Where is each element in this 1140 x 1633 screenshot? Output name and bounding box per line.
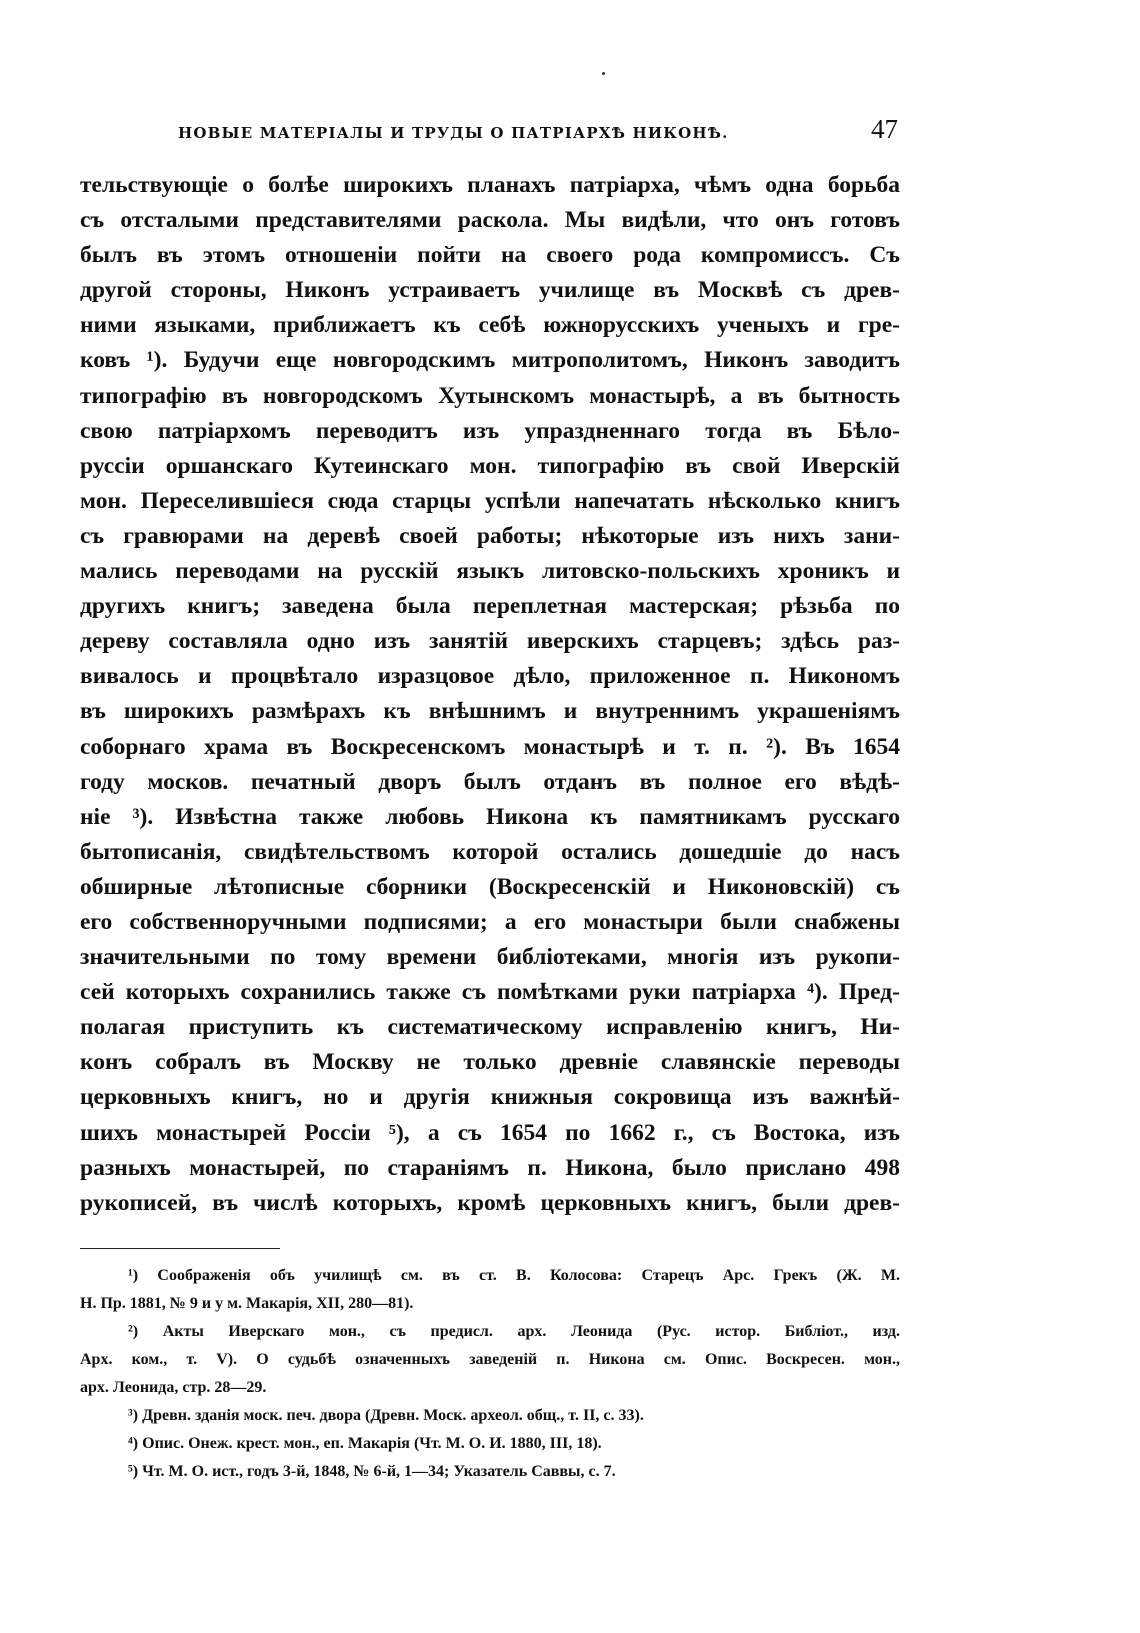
text-line: его собственноручными подписями; а его монастыри были снабжены <box>80 908 900 935</box>
footnote-line: ³) Древн. зданія моск. печ. двора (Древн. Моск. археол. общ., т. II, с. 33). <box>128 1407 644 1424</box>
text-line: руссіи оршанскаго Кутеинскаго мон. типографію въ свой Иверскій <box>80 452 900 479</box>
footnote-line: ⁵) Чт. М. О. ист., годъ 3-й, 1848, № 6-й, 1—34; Указатель Саввы, с. 7. <box>128 1463 616 1480</box>
text-line: ковъ ¹). Будучи еще новгородскимъ митрополитомъ, Никонъ заводитъ <box>80 347 900 374</box>
text-line: въ широкихъ размѣрахъ къ внѣшнимъ и внутреннимъ украшеніямъ <box>80 698 900 725</box>
text-line: свою патріархомъ переводитъ изъ упраздненнаго тогда въ Бѣло- <box>80 417 900 444</box>
footnote-line: Арх. ком., т. V). О судьбѣ означенныхъ заведеній п. Никона см. Опис. Воскресен. мон., <box>80 1351 900 1368</box>
page-header <box>178 114 898 150</box>
text-line: шихъ монастырей Россіи ⁵), а съ 1654 по 1662 г., съ Востока, изъ <box>80 1119 900 1146</box>
text-line: мались переводами на русскій языкъ литовско-польскихъ хроникъ и <box>80 558 900 585</box>
text-line: ніе ³). Извѣстна также любовь Никона къ памятникамъ русскаго <box>80 803 900 830</box>
text-line: былъ въ этомъ отношеніи пойти на своего рода компромиссъ. Съ <box>80 242 900 269</box>
text-line: церковныхъ книгъ, но и другія книжныя сокровища изъ важнѣй- <box>80 1084 900 1111</box>
text-line: году москов. печатный дворъ былъ отданъ въ полное его вѣдѣ- <box>80 768 900 795</box>
footnote-line: ²) Акты Иверскаго мон., съ предисл. арх. Леонида (Рус. истор. Библіот., изд. <box>128 1323 900 1340</box>
text-line: вивалось и процвѣтало изразцовое дѣло, приложенное п. Никономъ <box>80 663 900 690</box>
footnote-line: ¹) Соображенія объ училищѣ см. въ ст. В. Колосова: Старецъ Арс. Грекъ (Ж. М. <box>128 1267 900 1284</box>
text-line: типографію въ новгородскомъ Хутынскомъ монастырѣ, а въ бытность <box>80 382 900 409</box>
text-line: бытописанія, свидѣтельствомъ которой остались дошедшіе до насъ <box>80 838 900 865</box>
footnote-line: Н. Пр. 1881, № 9 и у м. Макарія, XII, 280—81). <box>80 1295 414 1312</box>
main-text <box>80 168 900 1221</box>
print-speck <box>602 72 605 75</box>
text-line: ними языками, приближаетъ къ себѣ южнорусскихъ ученыхъ и гре- <box>80 312 900 339</box>
text-line: съ гравюрами на деревѣ своей работы; нѣкоторые изъ нихъ зани- <box>80 522 900 549</box>
footnote-line: ⁴) Опис. Онеж. крест. мон., еп. Макарія (Чт. М. О. И. 1880, III, 18). <box>128 1435 602 1452</box>
footnotes <box>80 1262 900 1486</box>
text-line: съ отсталыми представителями раскола. Мы видѣли, что онъ готовъ <box>80 207 900 234</box>
text-line: конъ собралъ въ Москву не только древніе славянскіе переводы <box>80 1049 900 1076</box>
text-line: сей которыхъ сохранились также съ помѣтками руки патріарха ⁴). Пред- <box>80 979 900 1006</box>
text-line: разныхъ монастырей, по стараніямъ п. Никона, было прислано 498 <box>80 1154 900 1181</box>
text-line: обширные лѣтописные сборники (Воскресенскій и Никоновскій) съ <box>80 873 900 900</box>
text-line: другихъ книгъ; заведена была переплетная мастерская; рѣзьба по <box>80 593 900 620</box>
text-line: мон. Переселившіеся сюда старцы успѣли напечатать нѣсколько книгъ <box>80 487 900 514</box>
text-line: другой стороны, Никонъ устраиваетъ училище въ Москвѣ съ древ- <box>80 277 900 304</box>
running-title: НОВЫЕ МАТЕРІАЛЫ И ТРУДЫ О ПАТРІАРХѢ НИКОНѢ. <box>178 124 729 142</box>
text-line: дереву составляла одно изъ занятій иверскихъ старцевъ; здѣсь раз- <box>80 628 900 655</box>
page-number: 47 <box>871 114 898 144</box>
footnote-line: арх. Леонида, стр. 28—29. <box>80 1379 267 1396</box>
text-line: соборнаго храма въ Воскресенскомъ монастырѣ и т. п. ²). Въ 1654 <box>80 733 900 760</box>
text-line: полагая приступить къ систематическому исправленію книгъ, Ни- <box>80 1014 900 1041</box>
text-line: тельствующіе о болѣе широкихъ планахъ патріарха, чѣмъ одна борьба <box>80 172 900 198</box>
text-line: значительными по тому времени библіотеками, многія изъ рукопи- <box>80 944 900 971</box>
text-line: рукописей, въ числѣ которыхъ, кромѣ церковныхъ книгъ, были древ- <box>80 1189 900 1216</box>
footnote-rule <box>80 1248 280 1249</box>
